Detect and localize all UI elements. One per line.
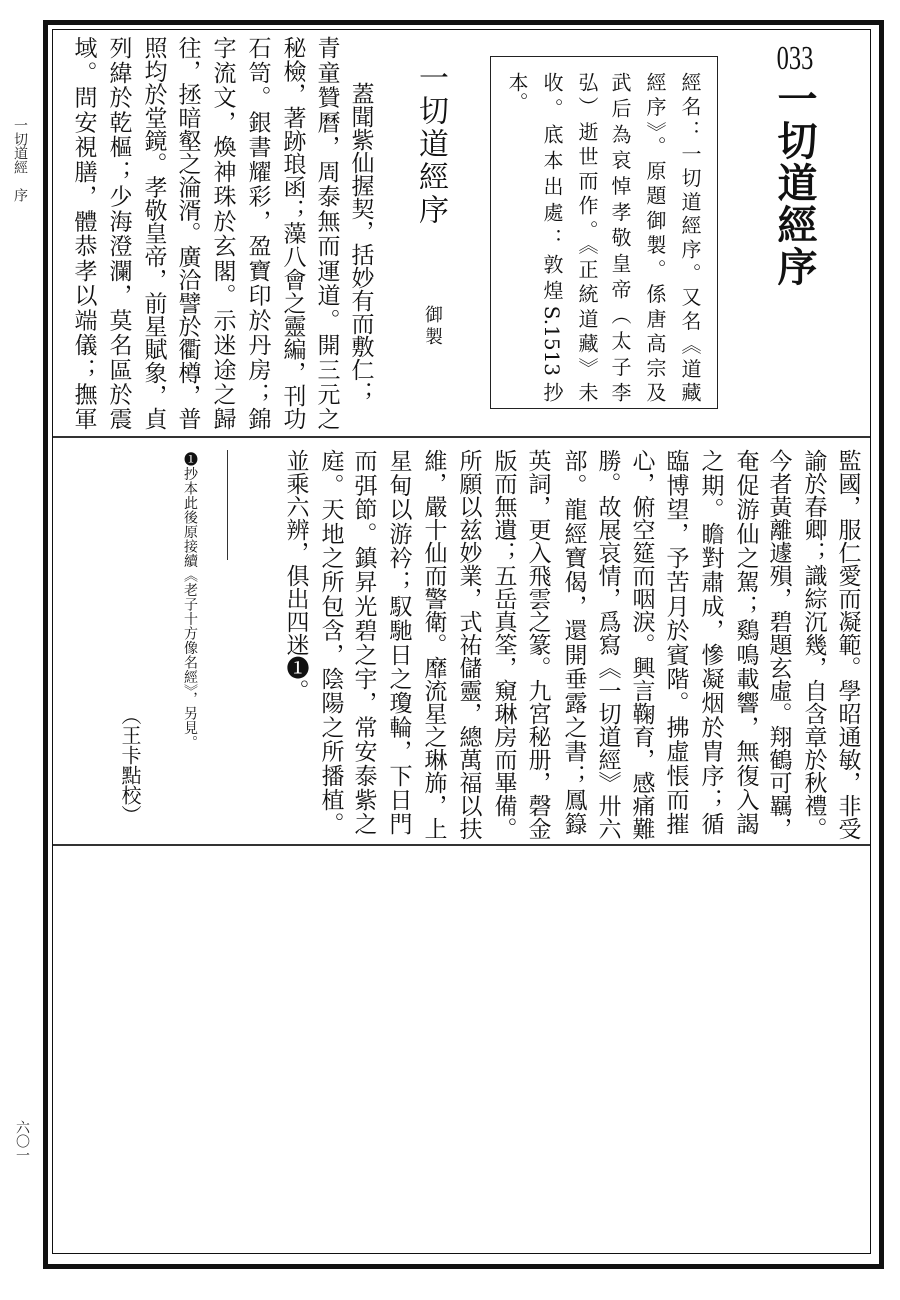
text-column: 今者黃離遽殞，碧題玄虛。翔鶴可羈， bbox=[765, 449, 792, 840]
text-column: 庭。天地之所包含，陰陽之所播植。 bbox=[317, 449, 344, 835]
entry-title: 一切道經序 bbox=[771, 78, 817, 288]
text-column: 弘）逝世而作。《正統道藏》未 bbox=[575, 72, 599, 402]
text-column: 秘檢，著跡琅函；藻八會之靈編，刊功 bbox=[279, 36, 306, 430]
text-column: 而弭節。鎮昇光碧之宇，常安泰紫之 bbox=[350, 449, 377, 835]
footnote-separator bbox=[227, 450, 228, 560]
text-column: 所願以兹妙業，式祐儲靈，總萬福以扶 bbox=[455, 449, 482, 840]
text-column: 往，拯暗壑之淪湑。廣洽譬於衢樽，普 bbox=[174, 36, 201, 430]
text-column: 心，俯空筵而咽淚。興言鞠育，感痛難 bbox=[628, 449, 655, 840]
text-column: 勝。故展哀情，爲寫《一切道經》卅六 bbox=[594, 449, 621, 840]
text-title: 一切道經序 bbox=[413, 62, 448, 227]
text-column: 經序》。原題御製。係唐高宗及 bbox=[643, 72, 667, 402]
running-head: 一切道經 序 bbox=[12, 118, 28, 202]
text-author: 御製 bbox=[422, 305, 443, 349]
text-column: 蓋聞紫仙握契，括妙有而敷仁； bbox=[347, 82, 374, 404]
section-divider bbox=[53, 436, 870, 438]
text-column: 英詞，更入飛雲之篆。九宮秘册，磬金 bbox=[524, 449, 551, 840]
text-column: 維，嚴十仙而警衛。靡流星之琳斾，上 bbox=[420, 449, 447, 840]
text-column: 之期。瞻對肅成，慘凝烟於胄序；循 bbox=[697, 449, 724, 835]
entry-number: 033 bbox=[776, 40, 814, 77]
text-column: 版而無遺；五岳真筌，窺琳房而畢備。 bbox=[490, 449, 517, 840]
page-number: 六〇一 bbox=[14, 1120, 30, 1162]
text-column: 石笥。銀書耀彩，盈寶印於丹房；錦 bbox=[244, 36, 271, 430]
text-column: 收。底本出處：敦煌S.1513抄 bbox=[540, 72, 564, 402]
text-column: 經名：一切道經序。又名《道藏 bbox=[678, 72, 702, 402]
text-column: 並乘六辨，俱出四迷❶。 bbox=[282, 449, 309, 702]
text-column: 監國，服仁愛而凝範。學昭通敏，非受 bbox=[834, 449, 861, 840]
text-column: 照均於堂鏡。孝敬皇帝，前星賦象，貞 bbox=[140, 36, 167, 430]
text-column: 列緯於乾樞；少海澄瀾，莫名區於震 bbox=[105, 36, 132, 430]
text-column: 本。 bbox=[505, 72, 529, 112]
text-column: 臨博望，予苦月於賓階。拂虛悵而摧 bbox=[662, 449, 689, 835]
text-column: 青童贊曆，周泰無而運道。開三元之 bbox=[313, 36, 340, 430]
footnote: ❶抄本此後原接續《老子十方像名經》，另見。 bbox=[182, 452, 198, 750]
text-column: 奄促游仙之駕；鷄鳴載響，無復入謁 bbox=[732, 449, 759, 835]
editor-credit: （王卡點校） bbox=[118, 705, 142, 825]
section-divider bbox=[53, 844, 870, 846]
text-column: 諭於春卿；識綜沉幾，自含章於秋禮。 bbox=[800, 449, 827, 840]
text-column: 部。龍經寶偈，還開垂露之書；鳳籙 bbox=[560, 449, 587, 835]
text-column: 武后為哀悼孝敬皇帝（太子李 bbox=[608, 72, 632, 402]
text-column: 域。問安視膳，體恭孝以端儀；撫軍 bbox=[70, 36, 97, 430]
text-column: 星甸以游衿；馭馳日之瓊輪，下日門 bbox=[385, 449, 412, 835]
text-column: 字流文，煥神珠於玄閣。示迷途之歸 bbox=[209, 36, 236, 430]
